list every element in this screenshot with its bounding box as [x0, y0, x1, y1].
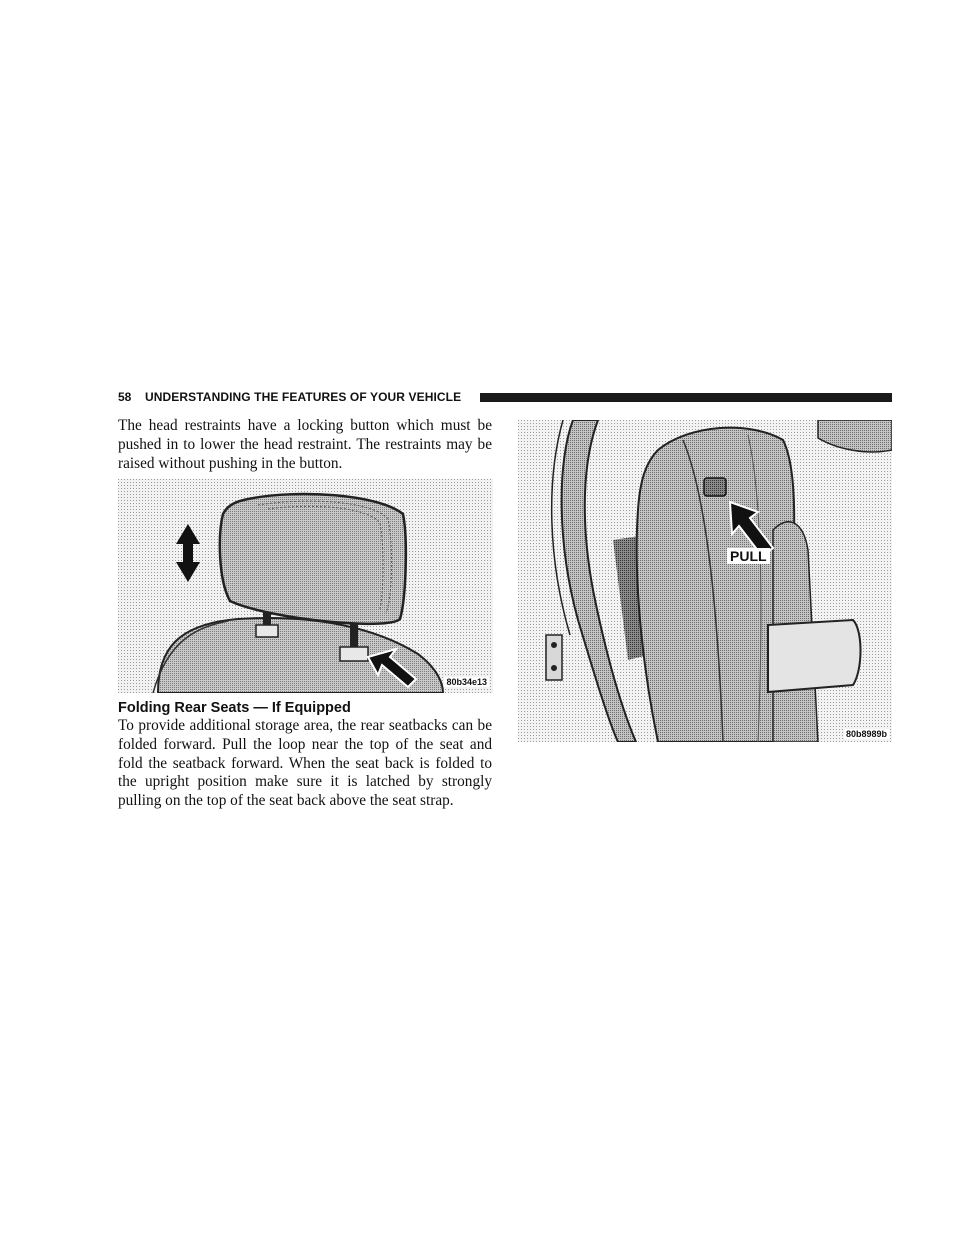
page-header — [118, 389, 892, 405]
header-rule — [480, 393, 892, 402]
rear-seat-figure — [518, 420, 892, 742]
pull-callout: PULL — [727, 548, 770, 564]
folding-paragraph: To provide additional storage area, the rear seatbacks can be folded forward. Pull the loop near the top of the seat and fold the seatback forward. When the seat back is folded to the upright position make sure it is latched by strongly pulling on the top of the seat back above the seat strap. — [118, 717, 492, 810]
head-restraint-illustration — [118, 479, 493, 693]
page-number: 58 — [118, 390, 132, 404]
head-restraint-figure — [118, 479, 493, 693]
figure-code: 80b34e13 — [446, 677, 487, 687]
rear-seat-illustration — [518, 420, 892, 742]
intro-paragraph: The head restraints have a locking button which must be pushed in to lower the head restraint. The restraints may be raised without pushing in the button. — [118, 417, 492, 472]
section-title: UNDERSTANDING THE FEATURES OF YOUR VEHICLE — [145, 390, 462, 404]
folding-rear-seats-heading: Folding Rear Seats — If Equipped — [118, 700, 351, 716]
figure-code: 80b8989b — [845, 729, 887, 739]
